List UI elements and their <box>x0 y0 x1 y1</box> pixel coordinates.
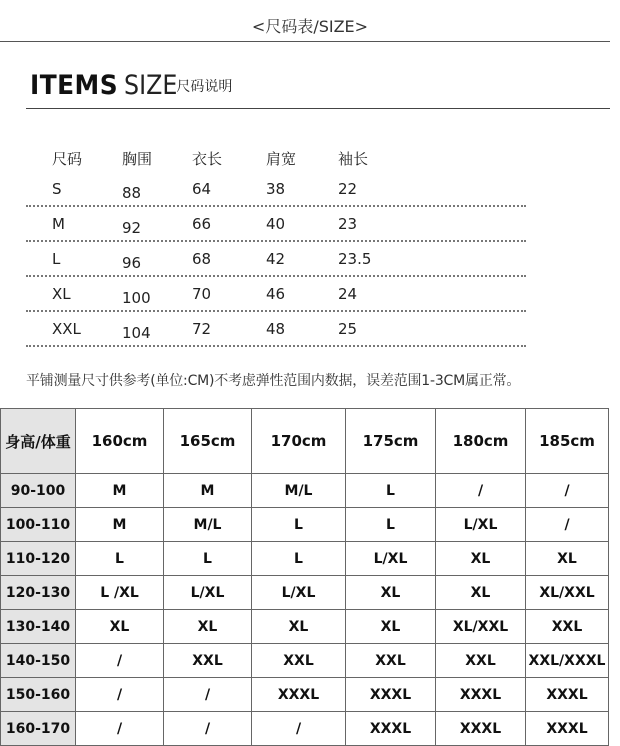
measurement-row <box>26 207 526 242</box>
weight-range-cell: 90-100 <box>1 474 76 508</box>
recommended-size-cell: XXL <box>346 644 436 678</box>
height-header: 170cm <box>252 409 346 474</box>
weight-range-cell: 150-160 <box>1 678 76 712</box>
recommended-size-cell: L <box>164 542 252 576</box>
recommended-size-cell: XL <box>346 576 436 610</box>
recommended-size-cell: L <box>346 474 436 508</box>
items-heading: ITEMS <box>30 70 119 101</box>
recommended-size-cell: XL/XXL <box>436 610 526 644</box>
height-header: 165cm <box>164 409 252 474</box>
size-cell: XL <box>52 285 71 303</box>
recommended-size-cell: / <box>164 712 252 746</box>
size-cell: M <box>52 215 65 233</box>
section-divider <box>26 108 610 109</box>
recommended-size-cell: / <box>252 712 346 746</box>
height-header: 160cm <box>76 409 164 474</box>
recommended-size-cell: / <box>526 508 609 542</box>
height-header-row <box>1 409 609 474</box>
recommended-size-cell: / <box>526 474 609 508</box>
height-header: 180cm <box>436 409 526 474</box>
length-cell: 68 <box>192 250 212 268</box>
recommended-size-cell: M/L <box>164 508 252 542</box>
weight-range-cell: 110-120 <box>1 542 76 576</box>
recommended-size-cell: L <box>252 508 346 542</box>
shoulder-cell: 46 <box>266 285 286 303</box>
height-weight-corner: 身高/体重 <box>1 409 76 474</box>
size-heading: SIZE <box>123 70 178 101</box>
weight-row <box>1 678 609 712</box>
size-cell: L <box>52 250 61 268</box>
page-header <box>0 0 620 44</box>
size-recommendation-table <box>0 408 609 746</box>
recommended-size-cell: L <box>346 508 436 542</box>
sleeve-cell: 23.5 <box>338 250 372 268</box>
recommended-size-cell: XXXL <box>526 712 609 746</box>
recommended-size-cell: XXXL <box>436 678 526 712</box>
recommended-size-cell: XXL/XXXL <box>526 644 609 678</box>
recommended-size-cell: XXXL <box>436 712 526 746</box>
recommended-size-cell: / <box>76 678 164 712</box>
weight-range-cell: 140-150 <box>1 644 76 678</box>
recommended-size-cell: / <box>164 678 252 712</box>
size-cell: S <box>52 180 62 198</box>
weight-range-cell: 120-130 <box>1 576 76 610</box>
recommended-size-cell: XXL <box>252 644 346 678</box>
recommended-size-cell: XXXL <box>346 678 436 712</box>
recommended-size-cell: L <box>252 542 346 576</box>
length-cell: 72 <box>192 320 212 338</box>
measurement-row <box>26 312 526 347</box>
recommended-size-cell: / <box>76 644 164 678</box>
recommended-size-cell: M <box>164 474 252 508</box>
recommended-size-cell: M <box>76 474 164 508</box>
weight-row <box>1 474 609 508</box>
recommended-size-cell: XL <box>252 610 346 644</box>
measurement-row <box>26 242 526 277</box>
chest-cell: 104 <box>122 324 151 342</box>
height-header: 175cm <box>346 409 436 474</box>
recommended-size-cell: XXXL <box>252 678 346 712</box>
shoulder-cell: 48 <box>266 320 286 338</box>
size-cell: XXL <box>52 320 81 338</box>
recommended-size-cell: XXL <box>436 644 526 678</box>
header-sleeve: 袖长 <box>338 150 369 168</box>
header-chest: 胸围 <box>122 150 153 168</box>
recommended-size-cell: XL <box>76 610 164 644</box>
sleeve-cell: 24 <box>338 285 358 303</box>
weight-row <box>1 712 609 746</box>
weight-row <box>1 508 609 542</box>
weight-row <box>1 576 609 610</box>
measurement-row <box>26 172 526 207</box>
length-cell: 70 <box>192 285 212 303</box>
recommended-size-cell: XL <box>346 610 436 644</box>
recommended-size-cell: L/XL <box>436 508 526 542</box>
length-cell: 66 <box>192 215 212 233</box>
recommended-size-cell: XXXL <box>346 712 436 746</box>
recommended-size-cell: M <box>76 508 164 542</box>
weight-range-cell: 130-140 <box>1 610 76 644</box>
recommended-size-cell: L/XL <box>164 576 252 610</box>
recommended-size-cell: XL <box>164 610 252 644</box>
measurement-header-row <box>26 142 526 172</box>
header-size: 尺码 <box>52 150 83 168</box>
weight-row <box>1 644 609 678</box>
chest-cell: 96 <box>122 254 142 272</box>
recommended-size-cell: L <box>76 542 164 576</box>
length-cell: 64 <box>192 180 212 198</box>
size-explanation-heading: 尺码说明 <box>176 79 233 95</box>
recommended-size-cell: XL <box>436 576 526 610</box>
measurement-row <box>26 277 526 312</box>
weight-row <box>1 610 609 644</box>
recommended-size-cell: L/XL <box>252 576 346 610</box>
chest-cell: 100 <box>122 289 151 307</box>
recommended-size-cell: / <box>76 712 164 746</box>
sleeve-cell: 23 <box>338 215 358 233</box>
measurement-note: 平铺测量尺寸供参考(单位:CM)不考虑弹性范围内数据，误差范围1-3CM属正常。 <box>26 373 521 389</box>
dotted-divider <box>26 345 526 347</box>
chest-cell: 88 <box>122 184 142 202</box>
weight-range-cell: 100-110 <box>1 508 76 542</box>
chest-cell: 92 <box>122 219 142 237</box>
shoulder-cell: 42 <box>266 250 286 268</box>
shoulder-cell: 40 <box>266 215 286 233</box>
weight-range-cell: 160-170 <box>1 712 76 746</box>
sleeve-cell: 22 <box>338 180 358 198</box>
recommended-size-cell: XL <box>526 542 609 576</box>
recommended-size-cell: XXL <box>526 610 609 644</box>
recommended-size-cell: XL/XXL <box>526 576 609 610</box>
recommended-size-cell: M/L <box>252 474 346 508</box>
page-title: <尺码表/SIZE> <box>251 17 369 36</box>
weight-row <box>1 542 609 576</box>
sleeve-cell: 25 <box>338 320 358 338</box>
section-heading <box>30 70 232 110</box>
measurement-table <box>26 142 526 347</box>
recommended-size-cell: XXL <box>164 644 252 678</box>
recommended-size-cell: L /XL <box>76 576 164 610</box>
recommended-size-cell: XXXL <box>526 678 609 712</box>
header-length: 衣长 <box>192 150 223 168</box>
header-divider <box>0 41 610 42</box>
header-shoulder: 肩宽 <box>266 150 297 168</box>
recommended-size-cell: / <box>436 474 526 508</box>
shoulder-cell: 38 <box>266 180 286 198</box>
recommended-size-cell: XL <box>436 542 526 576</box>
recommended-size-cell: L/XL <box>346 542 436 576</box>
height-header: 185cm <box>526 409 609 474</box>
